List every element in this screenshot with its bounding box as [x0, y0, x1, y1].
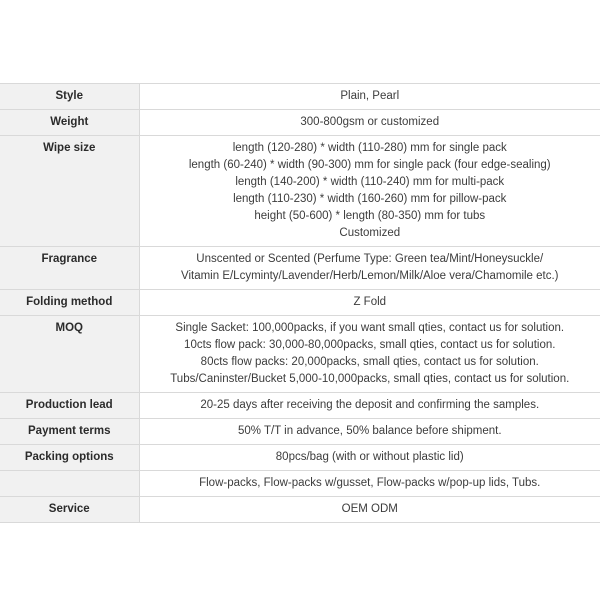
spec-row-label-cell — [0, 445, 139, 471]
spec-row-label: Fragrance — [41, 253, 98, 265]
spec-row-value-cell — [139, 419, 600, 445]
spec-row-value-cell — [139, 497, 600, 523]
spec-row-value-line: Flow-packs, Flow-packs w/gusset, Flow-packs w/pop-up lids, Tubs. — [199, 477, 541, 489]
spec-row-value-line: Customized — [339, 227, 401, 239]
spec-row-label: Payment terms — [28, 425, 111, 437]
spec-row-value-line: length (140-200) * width (110-240) mm for multi-pack — [235, 176, 505, 188]
spec-row-value-line: Single Sacket: 100,000packs, if you want small qties, contact us for solution. — [175, 322, 565, 334]
spec-row-label-cell — [0, 316, 139, 393]
spec-row-label-cell — [0, 419, 139, 445]
spec-row-label-cell — [0, 471, 139, 497]
spec-row-value-line: 50% T/T in advance, 50% balance before shipment. — [237, 425, 502, 437]
spec-row — [0, 84, 600, 110]
spec-row — [0, 471, 600, 497]
spec-row-label-cell — [0, 136, 139, 247]
spec-row-value-line: length (60-240) * width (90-300) mm for single pack (four edge-sealing) — [188, 159, 551, 171]
spec-row — [0, 445, 600, 471]
spec-row-value-cell — [139, 247, 600, 290]
spec-row-label: Folding method — [26, 296, 113, 308]
spec-row — [0, 316, 600, 393]
spec-row-value-line: 10cts flow pack: 30,000-80,000packs, small qties, contact us for solution. — [184, 339, 556, 351]
spec-row-label-cell — [0, 393, 139, 419]
spec-row-value-line: 20-25 days after receiving the deposit and confirming the samples. — [200, 399, 540, 411]
spec-row-value-line: length (110-230) * width (160-260) mm for pillow-pack — [233, 193, 507, 205]
spec-row-value-cell — [139, 110, 600, 136]
spec-row-label: Packing options — [24, 451, 114, 463]
spec-row — [0, 419, 600, 445]
spec-row-value-cell — [139, 393, 600, 419]
spec-row-label: Service — [48, 503, 90, 515]
spec-row-value-line: 300-800gsm or customized — [300, 116, 440, 128]
spec-row-label-cell — [0, 247, 139, 290]
spec-row — [0, 247, 600, 290]
spec-row-label: MOQ — [55, 322, 83, 334]
spec-row-value-line: Plain, Pearl — [340, 90, 400, 102]
spec-row-value-cell — [139, 316, 600, 393]
spec-row — [0, 110, 600, 136]
spec-row-value-line: length (120-280) * width (110-280) mm for single pack — [232, 142, 507, 154]
spec-row-value-cell — [139, 445, 600, 471]
spec-row-value-cell — [139, 136, 600, 247]
spec-row — [0, 290, 600, 316]
spec-row-label-cell — [0, 84, 139, 110]
spec-row-value-line: Z Fold — [353, 296, 387, 308]
spec-row — [0, 497, 600, 523]
spec-row-value-line: OEM ODM — [341, 503, 398, 515]
spec-row-value-cell — [139, 84, 600, 110]
spec-row-label: Weight — [50, 116, 89, 128]
spec-row — [0, 136, 600, 247]
spec-row-value-line: 80cts flow packs: 20,000packs, small qties, contact us for solution. — [200, 356, 539, 368]
spec-row-value-line: 80pcs/bag (with or without plastic lid) — [275, 451, 464, 463]
spec-row-value-line: Unscented or Scented (Perfume Type: Green tea/Mint/Honeysuckle/ — [196, 253, 544, 265]
spec-row-value-line: Tubs/Caninster/Bucket 5,000-10,000packs, small qties, contact us for solution. — [170, 373, 570, 385]
spec-table-body — [0, 84, 600, 523]
spec-row-value-cell — [139, 290, 600, 316]
spec-row-label-cell — [0, 290, 139, 316]
spec-row — [0, 393, 600, 419]
spec-row-value-cell — [139, 471, 600, 497]
spec-row-value-line: Vitamin E/Lcyminty/Lavender/Herb/Lemon/Milk/Aloe vera/Chamomile etc.) — [180, 270, 559, 282]
spec-row-label-cell — [0, 497, 139, 523]
spec-row-label: Production lead — [25, 399, 113, 411]
product-spec-table — [0, 83, 600, 523]
spec-row-label-cell — [0, 110, 139, 136]
spec-row-value-line: height (50-600) * length (80-350) mm for tubs — [254, 210, 486, 222]
spec-row-label: Style — [55, 90, 83, 102]
spec-row-label: Wipe size — [43, 142, 96, 154]
